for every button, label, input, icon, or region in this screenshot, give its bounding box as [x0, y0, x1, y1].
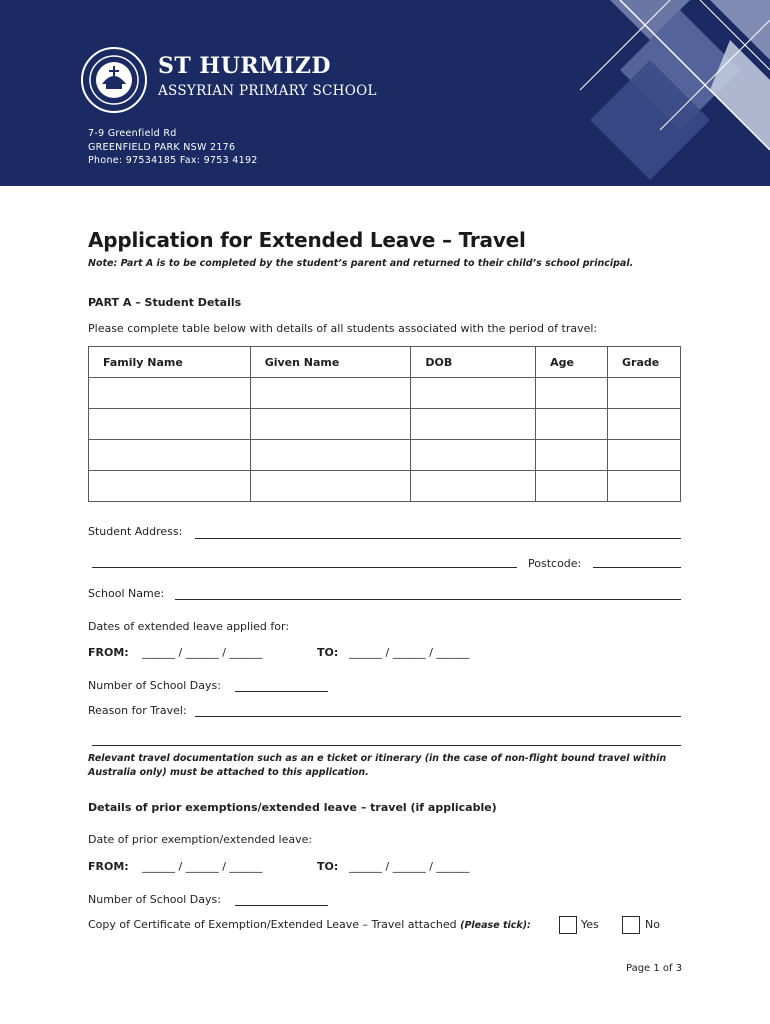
student-address-label: Student Address:	[88, 525, 183, 538]
postcode-field[interactable]	[593, 567, 681, 568]
school-subtitle: ASSYRIAN PRIMARY SCHOOL	[158, 83, 377, 99]
prior-to-date-field[interactable]: ______ / ______ / ______	[349, 860, 470, 873]
table-cell[interactable]	[89, 409, 251, 440]
postcode-label: Postcode:	[528, 557, 582, 570]
please-tick-hint: (Please tick):	[460, 920, 531, 931]
table-cell[interactable]	[89, 440, 251, 471]
decorative-diamonds	[560, 0, 770, 186]
address-street: 7-9 Greenfield Rd	[88, 128, 177, 139]
table-cell[interactable]	[411, 378, 536, 409]
school-name-field[interactable]	[175, 599, 681, 600]
table-cell[interactable]	[536, 440, 608, 471]
certificate-label: Copy of Certificate of Exemption/Extended Leave – Travel attached	[88, 918, 457, 931]
prior-exemptions-heading: Details of prior exemptions/extended leave – travel (if applicable)	[88, 801, 497, 814]
school-name-label: School Name:	[88, 587, 165, 600]
table-instruction: Please complete table below with details of all students associated with the period of travel:	[88, 322, 598, 335]
school-name: ST HURMIZD	[158, 53, 331, 79]
no-checkbox[interactable]	[622, 916, 640, 934]
yes-label: Yes	[581, 918, 599, 931]
prior-from-date-field[interactable]: ______ / ______ / ______	[142, 860, 263, 873]
table-cell[interactable]	[411, 409, 536, 440]
column-grade: Grade	[608, 347, 681, 378]
table-cell[interactable]	[250, 471, 411, 502]
student-address-field[interactable]	[195, 538, 681, 539]
table-cell[interactable]	[89, 471, 251, 502]
no-label: No	[645, 918, 660, 931]
table-row	[89, 471, 681, 502]
dates-label: Dates of extended leave applied for:	[88, 620, 290, 633]
from-date-field[interactable]: ______ / ______ / ______	[142, 646, 263, 659]
certificate-question	[88, 918, 531, 931]
column-dob: DOB	[411, 347, 536, 378]
prior-school-days-field[interactable]	[235, 905, 328, 906]
column-given-name: Given Name	[250, 347, 411, 378]
reason-field[interactable]	[195, 716, 681, 717]
yes-checkbox[interactable]	[559, 916, 577, 934]
table-cell[interactable]	[608, 378, 681, 409]
table-cell[interactable]	[536, 378, 608, 409]
to-date-field[interactable]: ______ / ______ / ______	[349, 646, 470, 659]
table-row	[89, 409, 681, 440]
table-cell[interactable]	[411, 440, 536, 471]
phone-fax: Phone: 97534185 Fax: 9753 4192	[88, 155, 258, 166]
part-a-heading: PART A – Student Details	[88, 296, 242, 309]
table-cell[interactable]	[250, 409, 411, 440]
column-family-name: Family Name	[89, 347, 251, 378]
prior-to-label: TO:	[317, 860, 339, 873]
table-cell[interactable]	[608, 440, 681, 471]
table-cell[interactable]	[608, 471, 681, 502]
table-row	[89, 378, 681, 409]
form-note: Note: Part A is to be completed by the student’s parent and returned to their child’s school principal.	[88, 258, 634, 269]
reason-label: Reason for Travel:	[88, 704, 187, 717]
table-cell[interactable]	[250, 378, 411, 409]
prior-date-label: Date of prior exemption/extended leave:	[88, 833, 313, 846]
address-suburb: GREENFIELD PARK NSW 2176	[88, 142, 236, 153]
table-cell[interactable]	[250, 440, 411, 471]
page-number: Page 1 of 3	[626, 963, 683, 974]
column-age: Age	[536, 347, 608, 378]
table-cell[interactable]	[536, 409, 608, 440]
student-details-table	[88, 346, 681, 502]
reason-field-line2[interactable]	[92, 745, 681, 746]
table-row	[89, 440, 681, 471]
table-cell[interactable]	[536, 471, 608, 502]
to-label: TO:	[317, 646, 339, 659]
documentation-note: Relevant travel documentation such as an e ticket or itinerary (in the case of non-flight bound travel within Australia only) must be attached to this application.	[88, 753, 667, 778]
school-crest-icon	[80, 46, 148, 114]
prior-from-label: FROM:	[88, 860, 129, 873]
table-cell[interactable]	[411, 471, 536, 502]
table-cell[interactable]	[608, 409, 681, 440]
table-header-row	[89, 347, 681, 378]
from-label: FROM:	[88, 646, 129, 659]
table-cell[interactable]	[89, 378, 251, 409]
letterhead-banner	[0, 0, 770, 186]
school-days-field[interactable]	[235, 691, 328, 692]
prior-school-days-label: Number of School Days:	[88, 893, 221, 906]
school-days-label: Number of School Days:	[88, 679, 221, 692]
form-title: Application for Extended Leave – Travel	[88, 228, 526, 252]
student-address-field-line2[interactable]	[92, 567, 517, 568]
